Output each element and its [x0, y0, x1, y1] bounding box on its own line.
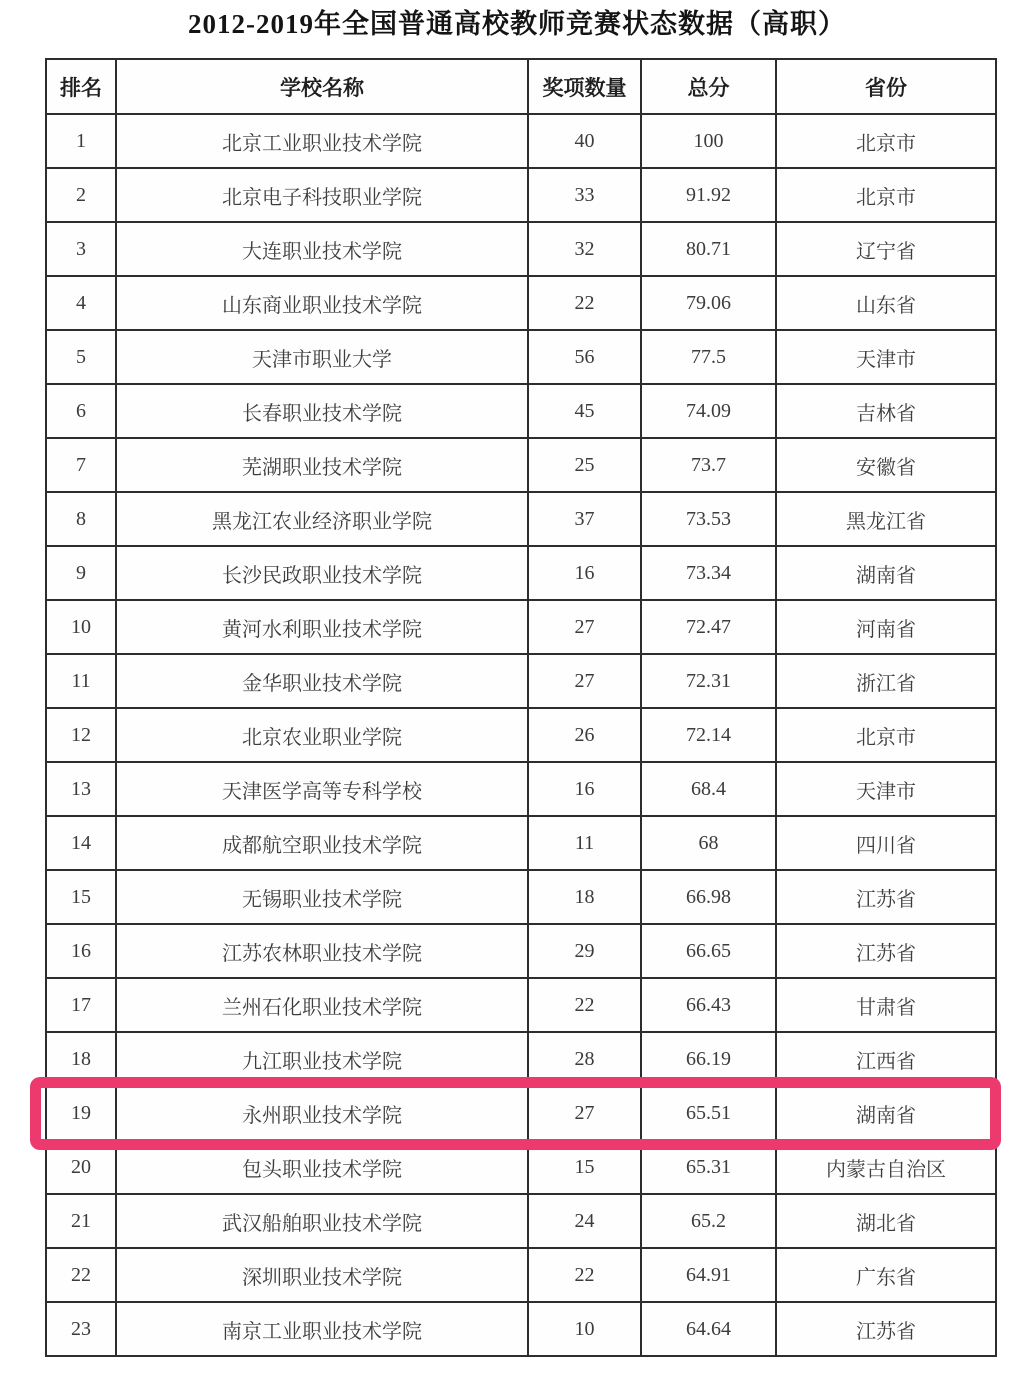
table-row: [46, 546, 996, 600]
school-cell: 北京农业职业学院: [116, 708, 528, 762]
awards-cell: 16: [528, 762, 641, 816]
awards-cell: 27: [528, 1086, 641, 1140]
province-cell: 四川省: [776, 816, 996, 870]
province-cell: 北京市: [776, 168, 996, 222]
score-cell: 66.43: [641, 978, 776, 1032]
rank-cell: 6: [46, 384, 116, 438]
school-cell: 兰州石化职业技术学院: [116, 978, 528, 1032]
score-cell: 72.47: [641, 600, 776, 654]
rank-cell: 8: [46, 492, 116, 546]
rank-cell: 5: [46, 330, 116, 384]
awards-cell: 22: [528, 276, 641, 330]
score-cell: 64.91: [641, 1248, 776, 1302]
table-row: [46, 654, 996, 708]
awards-cell: 10: [528, 1302, 641, 1356]
school-cell: 黄河水利职业技术学院: [116, 600, 528, 654]
awards-cell: 27: [528, 600, 641, 654]
table-row: [46, 600, 996, 654]
table-row: [46, 870, 996, 924]
province-cell: 湖南省: [776, 546, 996, 600]
province-cell: 山东省: [776, 276, 996, 330]
awards-cell: 15: [528, 1140, 641, 1194]
school-cell: 南京工业职业技术学院: [116, 1302, 528, 1356]
awards-cell: 33: [528, 168, 641, 222]
score-cell: 91.92: [641, 168, 776, 222]
score-cell: 73.53: [641, 492, 776, 546]
awards-cell: 40: [528, 114, 641, 168]
table-body: [46, 114, 996, 1356]
table-row: [46, 438, 996, 492]
school-cell: 永州职业技术学院: [116, 1086, 528, 1140]
table-row: [46, 1032, 996, 1086]
awards-cell: 25: [528, 438, 641, 492]
school-cell: 成都航空职业技术学院: [116, 816, 528, 870]
school-cell: 天津市职业大学: [116, 330, 528, 384]
score-cell: 64.64: [641, 1302, 776, 1356]
column-header-score: 总分: [641, 59, 776, 114]
score-cell: 66.98: [641, 870, 776, 924]
school-cell: 黑龙江农业经济职业学院: [116, 492, 528, 546]
school-cell: 江苏农林职业技术学院: [116, 924, 528, 978]
rank-cell: 10: [46, 600, 116, 654]
awards-cell: 27: [528, 654, 641, 708]
province-cell: 辽宁省: [776, 222, 996, 276]
province-cell: 湖南省: [776, 1086, 996, 1140]
awards-cell: 16: [528, 546, 641, 600]
awards-cell: 22: [528, 1248, 641, 1302]
province-cell: 河南省: [776, 600, 996, 654]
table-row: [46, 978, 996, 1032]
score-cell: 66.19: [641, 1032, 776, 1086]
rank-cell: 19: [46, 1086, 116, 1140]
score-cell: 72.14: [641, 708, 776, 762]
table-row: [46, 276, 996, 330]
table-row: [46, 762, 996, 816]
province-cell: 江苏省: [776, 924, 996, 978]
table-row: [46, 1194, 996, 1248]
table-row: [46, 924, 996, 978]
rank-cell: 1: [46, 114, 116, 168]
rank-cell: 9: [46, 546, 116, 600]
rank-cell: 16: [46, 924, 116, 978]
school-cell: 长春职业技术学院: [116, 384, 528, 438]
province-cell: 北京市: [776, 708, 996, 762]
column-header-awards: 奖项数量: [528, 59, 641, 114]
province-cell: 江西省: [776, 1032, 996, 1086]
rank-cell: 20: [46, 1140, 116, 1194]
score-cell: 68: [641, 816, 776, 870]
school-cell: 无锡职业技术学院: [116, 870, 528, 924]
awards-cell: 32: [528, 222, 641, 276]
school-cell: 北京工业职业技术学院: [116, 114, 528, 168]
province-cell: 江苏省: [776, 1302, 996, 1356]
province-cell: 北京市: [776, 114, 996, 168]
awards-cell: 26: [528, 708, 641, 762]
province-cell: 广东省: [776, 1248, 996, 1302]
awards-cell: 18: [528, 870, 641, 924]
province-cell: 湖北省: [776, 1194, 996, 1248]
rank-cell: 12: [46, 708, 116, 762]
awards-cell: 28: [528, 1032, 641, 1086]
score-cell: 65.2: [641, 1194, 776, 1248]
table-row: [46, 1302, 996, 1356]
header-row: [46, 59, 996, 114]
table-row: [46, 816, 996, 870]
school-cell: 长沙民政职业技术学院: [116, 546, 528, 600]
column-header-rank: 排名: [46, 59, 116, 114]
score-cell: 77.5: [641, 330, 776, 384]
rank-cell: 11: [46, 654, 116, 708]
awards-cell: 22: [528, 978, 641, 1032]
rank-cell: 21: [46, 1194, 116, 1248]
score-cell: 68.4: [641, 762, 776, 816]
awards-cell: 24: [528, 1194, 641, 1248]
score-cell: 73.34: [641, 546, 776, 600]
score-cell: 79.06: [641, 276, 776, 330]
school-cell: 九江职业技术学院: [116, 1032, 528, 1086]
province-cell: 安徽省: [776, 438, 996, 492]
school-cell: 深圳职业技术学院: [116, 1248, 528, 1302]
table-row: [46, 384, 996, 438]
score-cell: 65.51: [641, 1086, 776, 1140]
rank-cell: 13: [46, 762, 116, 816]
awards-cell: 56: [528, 330, 641, 384]
awards-cell: 29: [528, 924, 641, 978]
table-row: [46, 1140, 996, 1194]
school-cell: 武汉船舶职业技术学院: [116, 1194, 528, 1248]
province-cell: 天津市: [776, 762, 996, 816]
awards-cell: 11: [528, 816, 641, 870]
school-cell: 芜湖职业技术学院: [116, 438, 528, 492]
school-cell: 北京电子科技职业学院: [116, 168, 528, 222]
score-cell: 100: [641, 114, 776, 168]
school-cell: 山东商业职业技术学院: [116, 276, 528, 330]
rank-cell: 7: [46, 438, 116, 492]
province-cell: 黑龙江省: [776, 492, 996, 546]
table-row: [46, 492, 996, 546]
province-cell: 吉林省: [776, 384, 996, 438]
province-cell: 天津市: [776, 330, 996, 384]
province-cell: 江苏省: [776, 870, 996, 924]
province-cell: 浙江省: [776, 654, 996, 708]
score-cell: 72.31: [641, 654, 776, 708]
page-title: 2012-2019年全国普通高校教师竞赛状态数据（高职）: [188, 9, 846, 39]
rankings-table: [45, 58, 997, 1357]
score-cell: 66.65: [641, 924, 776, 978]
column-header-school: 学校名称: [116, 59, 528, 114]
school-cell: 大连职业技术学院: [116, 222, 528, 276]
rank-cell: 15: [46, 870, 116, 924]
rank-cell: 18: [46, 1032, 116, 1086]
rank-cell: 2: [46, 168, 116, 222]
score-cell: 80.71: [641, 222, 776, 276]
awards-cell: 45: [528, 384, 641, 438]
score-cell: 74.09: [641, 384, 776, 438]
rank-cell: 3: [46, 222, 116, 276]
score-cell: 73.7: [641, 438, 776, 492]
table-row: [46, 330, 996, 384]
table-row: [46, 168, 996, 222]
table-row: [46, 114, 996, 168]
table-row: [46, 1086, 996, 1140]
rank-cell: 17: [46, 978, 116, 1032]
awards-cell: 37: [528, 492, 641, 546]
province-cell: 内蒙古自治区: [776, 1140, 996, 1194]
rank-cell: 14: [46, 816, 116, 870]
table-row: [46, 1248, 996, 1302]
province-cell: 甘肃省: [776, 978, 996, 1032]
table-header: [46, 59, 996, 114]
score-cell: 65.31: [641, 1140, 776, 1194]
school-cell: 天津医学高等专科学校: [116, 762, 528, 816]
column-header-province: 省份: [776, 59, 996, 114]
table-row: [46, 708, 996, 762]
rank-cell: 4: [46, 276, 116, 330]
school-cell: 金华职业技术学院: [116, 654, 528, 708]
rank-cell: 22: [46, 1248, 116, 1302]
school-cell: 包头职业技术学院: [116, 1140, 528, 1194]
table-row: [46, 222, 996, 276]
rank-cell: 23: [46, 1302, 116, 1356]
